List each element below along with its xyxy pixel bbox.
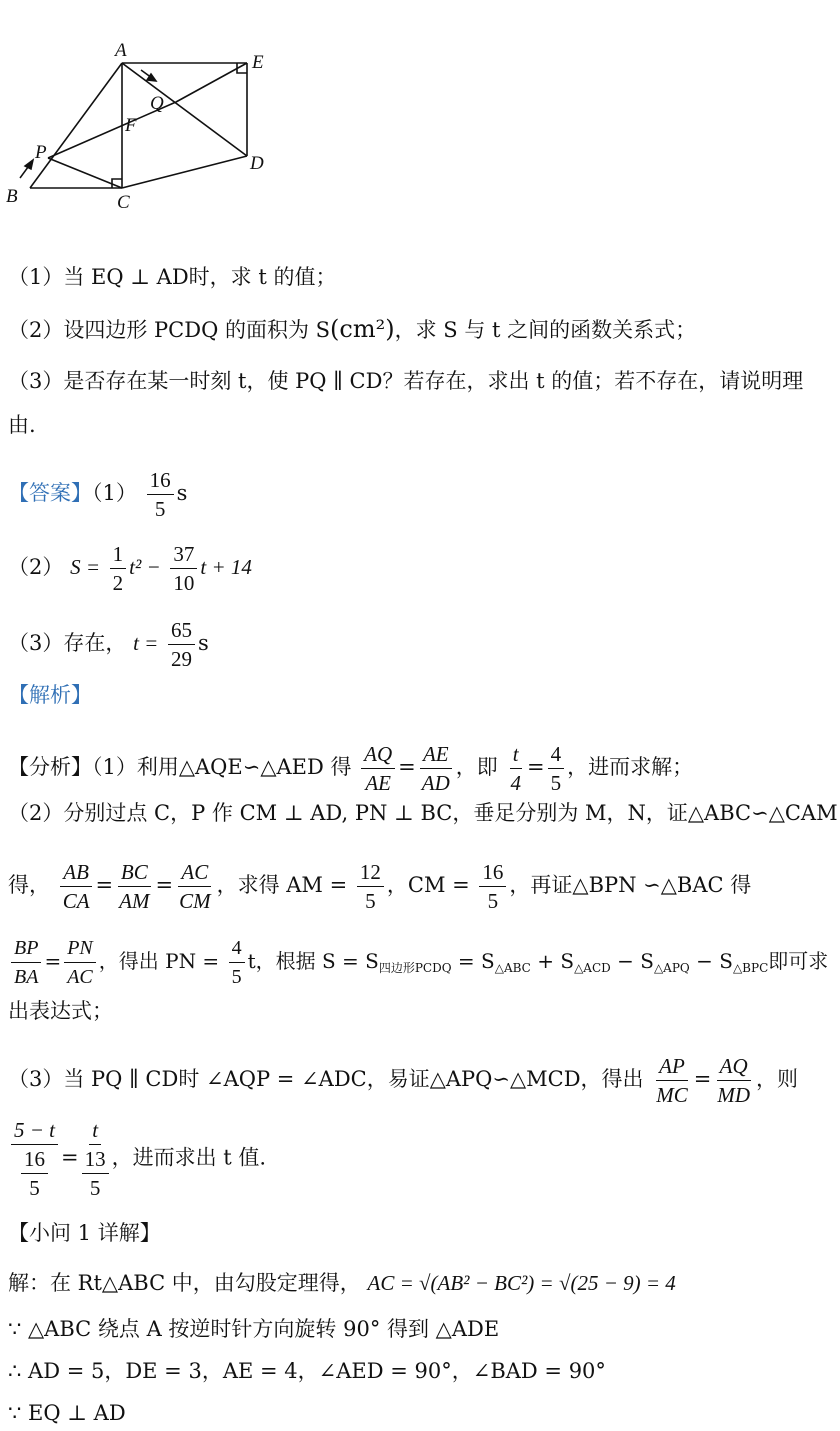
solution-line-3: ∴ AD = 5，DE = 3，AE = 4，∠AED = 90°，∠BAD = 90° — [8, 1359, 606, 1383]
analysis-4-text-g: 即可求 — [768, 949, 829, 973]
answer-2-lhs: S = — [70, 555, 100, 579]
analysis-4-sub4: △APQ — [653, 961, 690, 975]
analysis-line-7 — [8, 1116, 266, 1202]
sub-question-1-heading: 【小问 1 详解】 — [8, 1221, 161, 1245]
answer-3-lhs: t = — [133, 631, 159, 655]
solution-1-text: 解：在 Rt△ABC 中，由勾股定理得， — [8, 1271, 361, 1295]
analysis-6-frac-a: $\frac{AP}{MC}$ — [656, 1054, 688, 1107]
segment-CD — [122, 156, 247, 188]
label-D: D — [250, 153, 264, 174]
answer-1-label: （1） — [92, 481, 137, 505]
analysis-1-frac-c: $\frac{t}{4}$ — [510, 742, 521, 795]
analysis-line-5: 出表达式； — [8, 999, 113, 1023]
arrow-P-head — [25, 160, 33, 169]
analysis-1-text-b: ，即 — [455, 755, 498, 779]
analysis-3-frac-d: $\frac{12}{5}$ — [357, 858, 384, 915]
analysis-4-sub1: 四边形PCDQ — [378, 961, 452, 975]
analysis-6-frac-b: $\frac{AQ}{MD}$ — [717, 1054, 751, 1107]
answer-2 — [8, 540, 252, 597]
answer-3-fraction: $\frac{65}{29}$ — [168, 616, 195, 673]
solution-line-1 — [8, 1268, 676, 1298]
analysis-3-text-d: ，再证△BPN ∽△BAC 得 — [509, 873, 752, 897]
answer-1-unit: s — [176, 481, 188, 505]
analysis-1-frac-d: $\frac{4}{5}$ — [548, 740, 565, 797]
answer-2-label: （2） — [8, 555, 64, 579]
label-F: F — [125, 115, 137, 136]
analysis-3-text-c: ，CM = — [386, 873, 470, 897]
q2-unit: (cm²) — [330, 315, 395, 343]
label-A: A — [115, 40, 127, 61]
geometry-figure — [0, 30, 300, 220]
analysis-7-complex-frac-a: $\frac{5 - t}{\frac{16}{5}}$ — [11, 1116, 58, 1202]
analysis-line-1: 【分析】（1）利用△AQE∽△AED 得 $\frac{AQ}{AE}$ = $\frac{AE}{AD}$ ，即 $\frac{t}{4}$ = $\frac{4}{5}$ ，进而求解； — [8, 742, 694, 795]
answer-tag: 【答案】 — [8, 481, 92, 505]
question-2 — [8, 314, 696, 345]
analysis-6-text-b: ，则 — [756, 1067, 799, 1091]
answer-2-tail: t + 14 — [200, 555, 252, 579]
question-3: （3）是否存在某一时刻 t，使 PQ ∥ CD？若存在，求出 t 的值；若不存在，请说明理 — [8, 369, 804, 393]
analysis-1-frac-a: $\frac{AQ}{AE}$ — [361, 740, 395, 797]
label-B: B — [6, 186, 18, 207]
analysis-4-text-f: − S — [696, 949, 733, 973]
analysis-line-4: $\frac{BP}{BA}$ = $\frac{PN}{AC}$ ，得出 PN = $\frac{4}{5}$ t，根据 $S = S_{四边形PCDQ} = S_{\triangle ABC} + S_{\triangle ACD} - S_{\triangle APQ} - S_{\triangle BPC}$即可求 — [8, 934, 828, 991]
answer-2-frac1: $\frac{1}{2}$ — [110, 540, 127, 597]
analysis-3-frac-b: $\frac{BC}{AM}$ — [119, 860, 150, 913]
analysis-7-text-b: ，进而求出 t 值. — [111, 1145, 267, 1170]
q2-text-a: （2）设四边形 PCDQ 的面积为 S — [8, 318, 331, 342]
analysis-tag: 【解析】 — [8, 683, 92, 707]
analysis-6-text-a: （3）当 PQ ∥ CD时 ∠AQP = ∠ADC，易证△APQ∽△MCD，得出 — [8, 1067, 644, 1091]
analysis-4-frac-a: $\frac{BP}{BA}$ — [11, 934, 41, 991]
label-Q: Q — [150, 93, 164, 114]
analysis-4-text-c: = S — [457, 949, 495, 973]
analysis-3-text-a: 得， — [8, 873, 50, 897]
analysis-7-eq: = — [61, 1145, 79, 1170]
analysis-3-frac-a: $\frac{AB}{CA}$ — [60, 858, 93, 915]
analysis-1-frac-b: $\frac{AE}{AD}$ — [421, 742, 450, 795]
analysis-line-3: 得， $\frac{AB}{CA}$ = $\frac{BC}{AM}$ = $\frac{AC}{CM}$ ，求得 AM = $\frac{12}{5}$ ，CM = $\frac{16}{5}$ ，再证△BPN ∽△BAC 得 — [8, 860, 752, 913]
analysis-4-sub3: △ACD — [574, 961, 611, 975]
label-P: P — [35, 142, 47, 163]
solution-line-4: ∵ EQ ⊥ AD — [8, 1401, 126, 1425]
analysis-4-frac-b: $\frac{PN}{AC}$ — [64, 934, 96, 991]
answer-1-fraction: $\frac{16}{5}$ — [147, 466, 174, 523]
analysis-7-complex-frac-b: $\frac{t}{\frac{13}{5}}$ — [82, 1116, 109, 1202]
analysis-1-text: 【分析】（1）利用△AQE∽△AED 得 — [8, 755, 352, 779]
analysis-4-text-d: + S — [537, 949, 575, 973]
answer-2-frac2: $\frac{37}{10}$ — [170, 540, 197, 597]
analysis-4-frac-c: $\frac{4}{5}$ — [229, 934, 245, 991]
answer-3 — [8, 616, 209, 673]
question-3-cont: 由. — [8, 413, 36, 437]
label-C: C — [117, 192, 130, 213]
solution-1-formula: AC = √(AB² − BC²) = √(25 − 9) = 4 — [367, 1271, 676, 1295]
segment-PC — [48, 158, 122, 188]
solution-line-2: ∵ △ABC 绕点 A 按逆时针方向旋转 90° 得到 △ADE — [8, 1317, 500, 1341]
analysis-4-text-b: t，根据 S = S — [247, 949, 379, 973]
analysis-line-2: （2）分别过点 C，P 作 CM ⊥ AD, PN ⊥ BC，垂足分别为 M，N，证△ABC∽△CAM — [8, 801, 838, 825]
analysis-4-sub2: △ABC — [494, 961, 531, 975]
analysis-1-eq: = — [398, 755, 416, 779]
analysis-3-text-b: ，求得 AM = — [216, 873, 348, 897]
answer-3-label: （3）存在， — [8, 631, 127, 655]
segment-AD — [122, 63, 247, 156]
analysis-3-frac-e: $\frac{16}{5}$ — [479, 858, 506, 915]
analysis-4-text-a: ，得出 PN = — [98, 949, 220, 973]
label-E: E — [252, 52, 264, 73]
q2-text-c: ，求 S 与 t 之间的函数关系式； — [394, 318, 697, 342]
answer-2-mid: t² − — [129, 555, 161, 579]
answer-1 — [8, 466, 187, 523]
analysis-line-6: （3）当 PQ ∥ CD时 ∠AQP = ∠ADC，易证△APQ∽△MCD，得出 $\frac{AP}{MC}$ = $\frac{AQ}{MD}$ ，则 — [8, 1054, 799, 1107]
analysis-3-frac-c: $\frac{AC}{CM}$ — [179, 860, 211, 913]
analysis-4-text-e: − S — [617, 949, 654, 973]
question-1: （1）当 EQ ⊥ AD时，求 t 的值； — [8, 265, 337, 289]
answer-3-unit: s — [198, 631, 209, 655]
analysis-1-text-c: ，进而求解； — [567, 755, 694, 779]
analysis-4-sub5: △BPC — [732, 961, 769, 975]
